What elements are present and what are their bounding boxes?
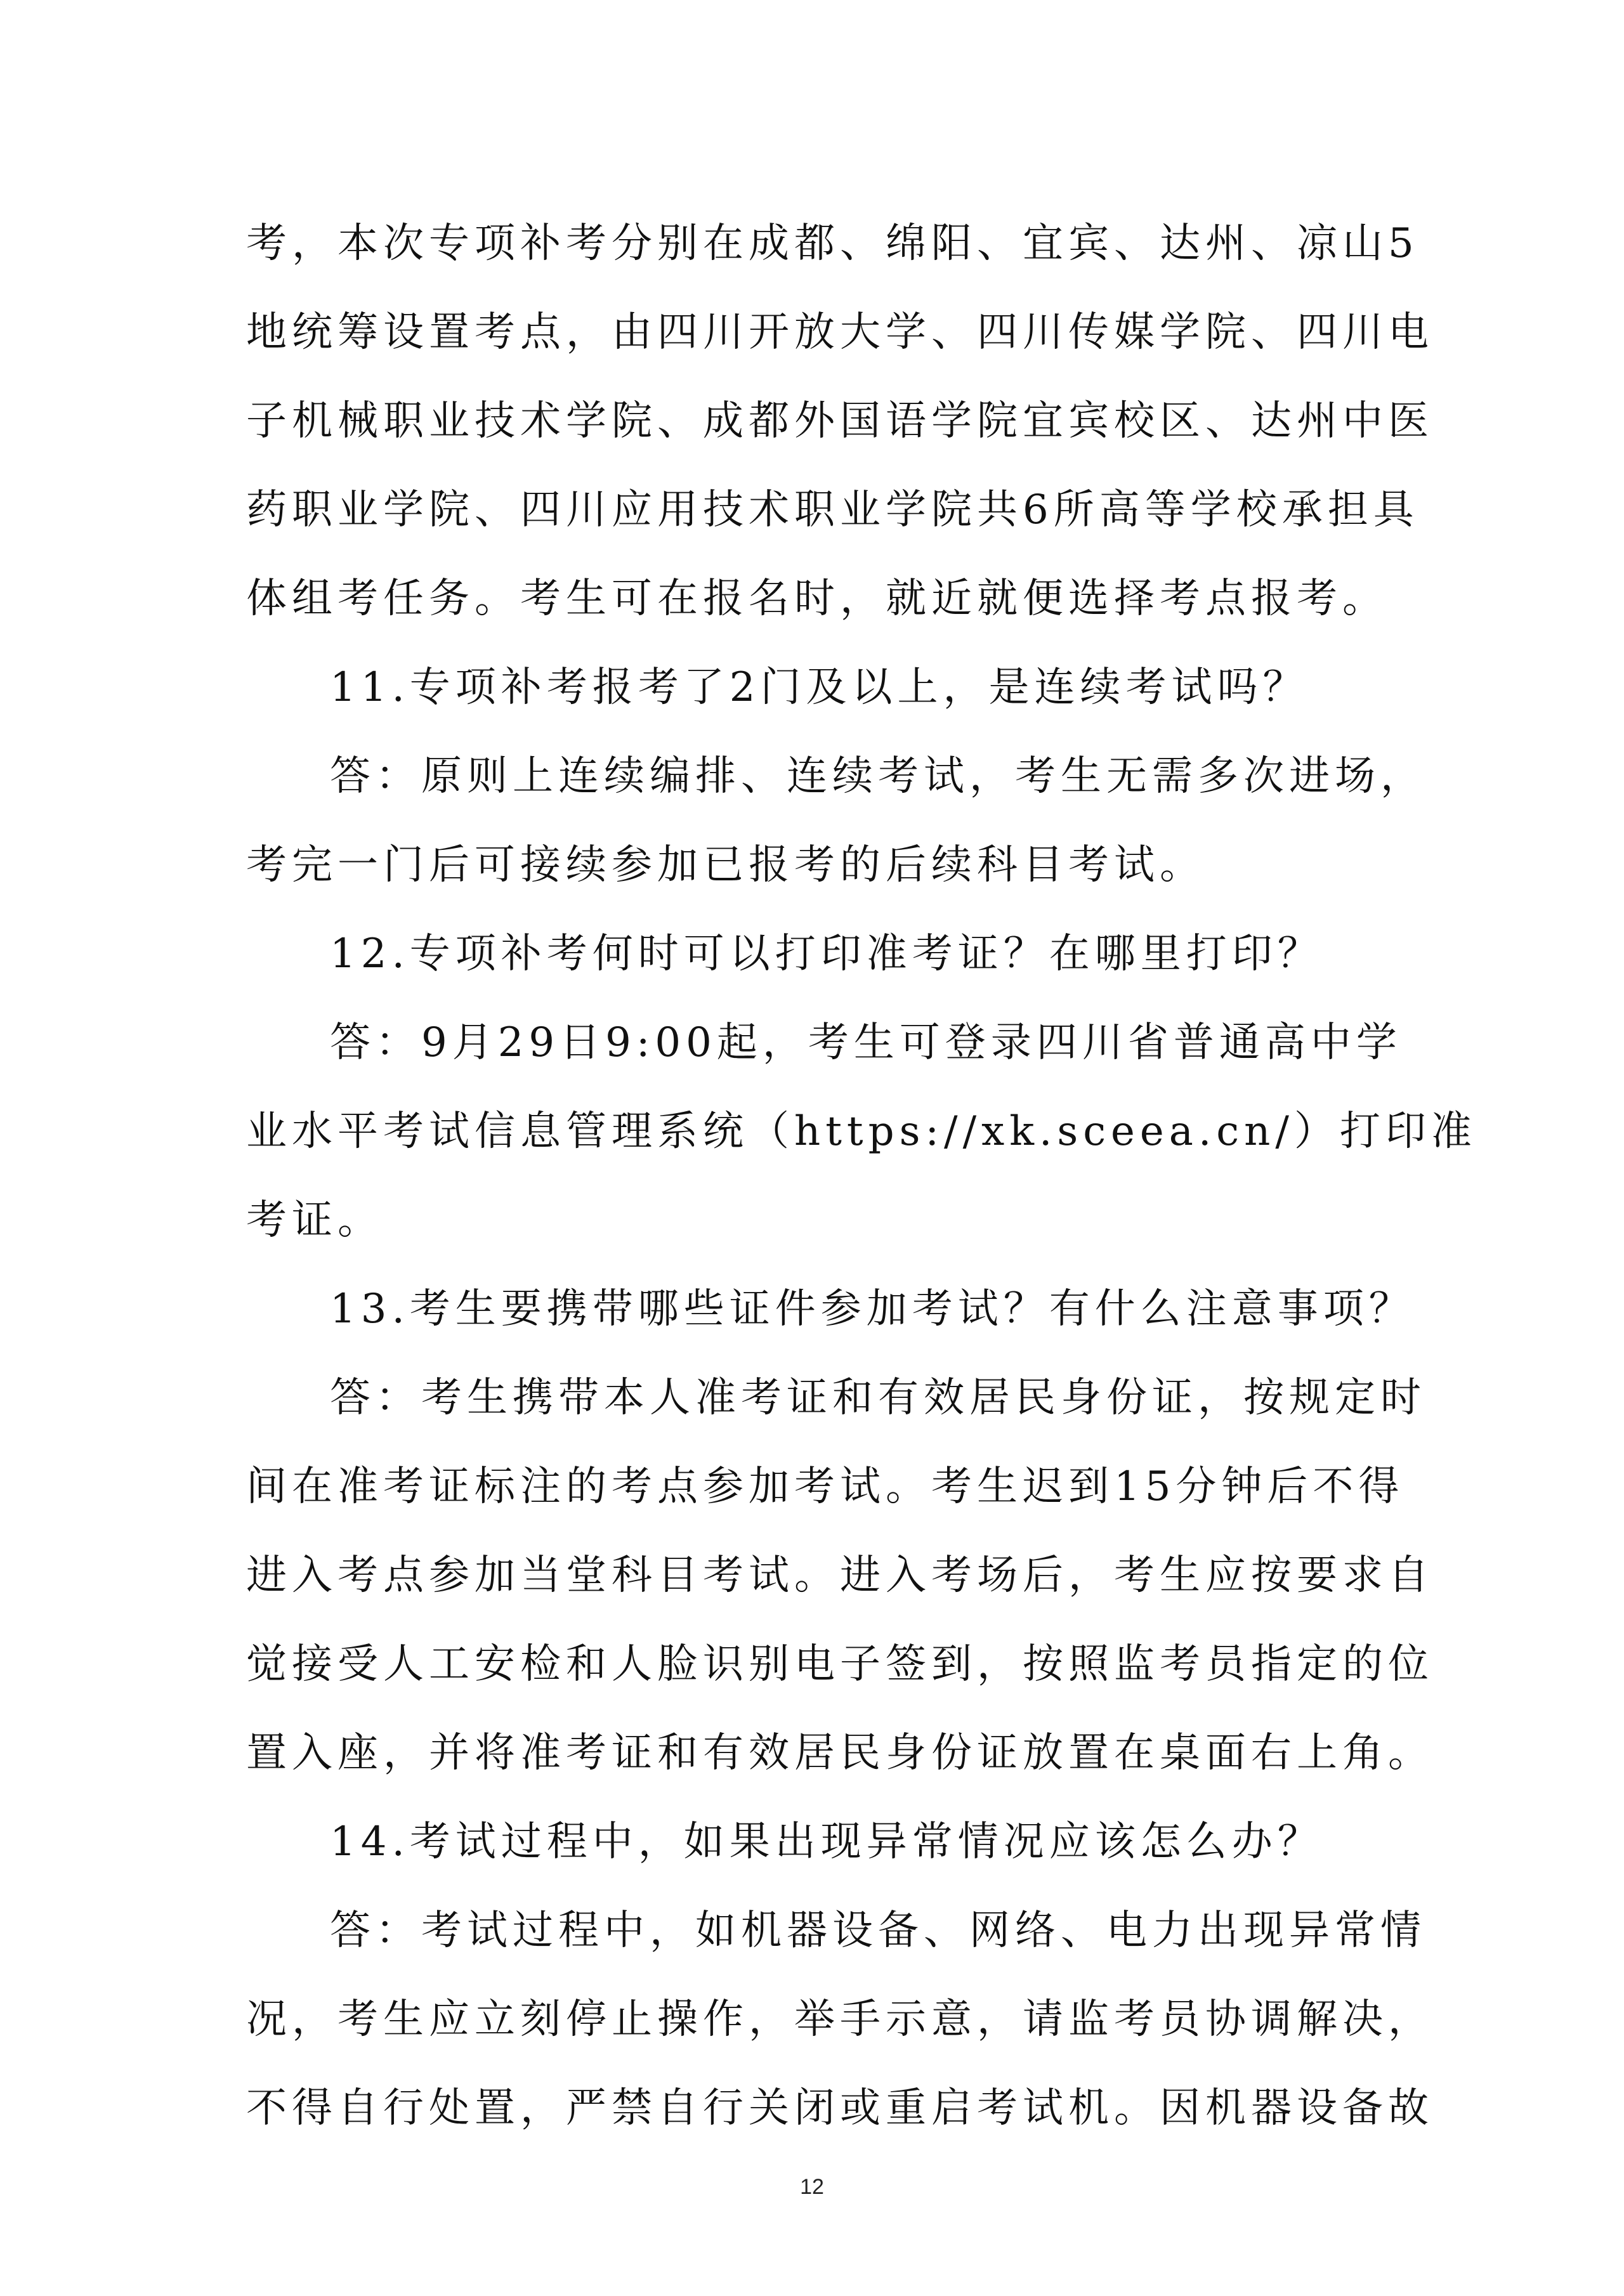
paragraph-line: 地统筹设置考点，由四川开放大学、四川传媒学院、四川电 xyxy=(246,309,1434,356)
answer-13-line: 进入考点参加当堂科目考试。进入考场后，考生应按要求自 xyxy=(246,1552,1434,1599)
answer-12-line: 考证。 xyxy=(246,1197,383,1244)
answer-14-line: 不得自行处置，严禁自行关闭或重启考试机。因机器设备故 xyxy=(246,2085,1434,2132)
answer-13-line: 觉接受人工安检和人脸识别电子签到，按照监考员指定的位 xyxy=(246,1641,1434,1688)
answer-14-line: 答：考试过程中，如机器设备、网络、电力出现异常情 xyxy=(330,1907,1426,1954)
page-number: 12 xyxy=(800,2175,824,2199)
question-13: 13.考生要携带哪些证件参加考试？有什么注意事项？ xyxy=(330,1286,1415,1333)
answer-11-line: 考完一门后可接续参加已报考的后续科目考试。 xyxy=(246,842,1205,889)
answer-13-line: 间在准考证标注的考点参加考试。考生迟到15分钟后不得 xyxy=(246,1463,1405,1510)
answer-12-line: 答：9月29日9:00起，考生可登录四川省普通高中学 xyxy=(330,1019,1402,1066)
question-14: 14.考试过程中，如果出现异常情况应该怎么办？ xyxy=(330,1818,1323,1865)
paragraph-line: 考，本次专项补考分别在成都、绵阳、宜宾、达州、凉山5 xyxy=(246,220,1419,267)
answer-14-line: 况，考生应立刻停止操作，举手示意，请监考员协调解决， xyxy=(246,1996,1434,2043)
question-11: 11.专项补考报考了2门及以上，是连续考试吗？ xyxy=(330,664,1309,711)
answer-13-line: 置入座，并将准考证和有效居民身份证放置在桌面右上角。 xyxy=(246,1730,1434,1777)
answer-13-line: 答：考生携带本人准考证和有效居民身份证，按规定时 xyxy=(330,1374,1426,1421)
paragraph-line: 体组考任务。考生可在报名时，就近就便选择考点报考。 xyxy=(246,575,1388,622)
answer-11-line: 答：原则上连续编排、连续考试，考生无需多次进场， xyxy=(330,753,1426,800)
paragraph-line: 药职业学院、四川应用技术职业学院共6所高等学校承担具 xyxy=(246,486,1419,533)
answer-12-line: 业水平考试信息管理系统（https://xk.sceea.cn/）打印准 xyxy=(246,1108,1477,1155)
question-12: 12.专项补考何时可以打印准考证？在哪里打印？ xyxy=(330,930,1323,977)
paragraph-line: 子机械职业技术学院、成都外国语学院宜宾校区、达州中医 xyxy=(246,398,1434,445)
